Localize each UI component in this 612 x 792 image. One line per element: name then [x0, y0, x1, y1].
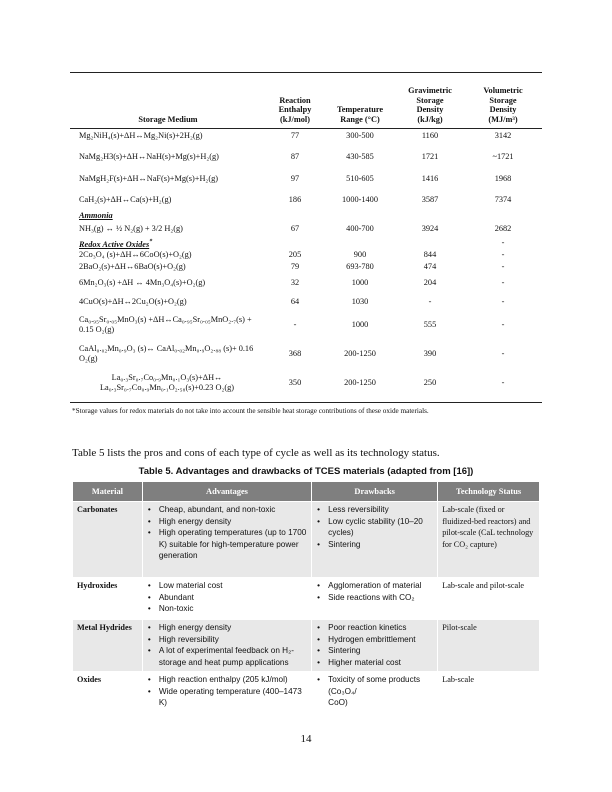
header-advantages: Advantages	[142, 482, 311, 502]
list-item: • Side reactions with CO₂	[326, 592, 433, 604]
table-row: Carbonates • Cheap, abundant, and non-toxic • High energy density • High operating temperatures (up to 1700 K) suitable for high-temperature power generation • Less reversibility • Low cyclic stability (10–20 cycles) • Sintering Lab-scale (fixed or fluidized-bed reactors) and pilot-scale (CaL technology for CO₂ capture)	[73, 502, 540, 578]
list-item: • Toxicity of some products (Co₃O₄/ CoO)	[326, 674, 433, 709]
table5-caption: Table 5. Advantages and drawbacks of TCES materials (adapted from [16])	[138, 466, 474, 477]
list-item: • Hydrogen embrittlement	[326, 634, 433, 646]
header-drawbacks: Drawbacks	[312, 482, 438, 502]
table-row: Metal Hydrides • High energy density • High reversibility • A lot of experimental feedback on H₂-storage and heat pump applications • Poor reaction kinetics • Hydrogen embrittlement • Sintering • Higher material cost Pilot-scale	[73, 620, 540, 672]
tces-materials-table	[72, 481, 540, 714]
header-reaction-enthalpy: Reaction Enthalpy (kJ/mol)	[278, 95, 312, 124]
list-item: • Abundant	[157, 592, 307, 604]
storage-media-table	[70, 72, 542, 397]
table-row: CaH₂(s)+ΔH↔Ca(s)+H₂(g) 186 1000-1400 3587 7374	[79, 195, 512, 204]
table-row: NaMgH₂F(s)+ΔH↔NaF(s)+Mg(s)+H₂(g) 97 510-605 1416 1968	[79, 174, 512, 183]
list-item: • Higher material cost	[326, 657, 433, 669]
list-item: • High energy density	[157, 622, 307, 634]
table-bottom-rule	[70, 402, 542, 403]
table-row: La₀.₃Sr₀.₇Co₀.₉Mn₀.₁O₃(s)+ΔH↔ La₀.₃Sr₀.₇Co₀.₉Mn₀.₁O₂.₅₈(s)+0.23 O₂(g) 350 200-1250 250 -	[99, 372, 505, 392]
header-storage-medium: Storage Medium	[138, 114, 198, 124]
table-row: Ca₀.₉₅Sr₀.₀₅MnO₃(s) +ΔH↔Ca₀.₉₅Sr₀.₀₅MnO₂.₇(s) + 0.15 O₂(g) - 1000 555 -	[79, 314, 505, 334]
table-row: CaAl₀.₀₂Mn₀.₉O₃ (s)↔ CaAl₀.₀₂Mn₀.₉O₂.₈₈ (s)+ 0.16 O₂(g) 368 200-1250 390 -	[79, 343, 505, 363]
body-paragraph: Table 5 lists the pros and cons of each type of cycle as well as its technology status.	[72, 447, 440, 459]
list-item: • Wide operating temperature (400–1473 K)	[157, 686, 307, 709]
table-header-row	[70, 72, 542, 126]
table-row: 2BaO₂(s)+ΔH↔6BaO(s)+O₂(g) 79 693-780 474 -	[79, 262, 505, 272]
table-row: 6Mn₂O₃(s) +ΔH ↔ 4Mn₃O₄(s)+O₂(g) 32 1000 204 -	[79, 278, 505, 288]
section-ammonia: Ammonia	[79, 210, 113, 220]
header-technology-status: Technology Status	[438, 482, 540, 502]
list-item: • Less reversibility	[326, 504, 433, 516]
list-item: • High operating temperatures (up to 1700 K) suitable for high-temperature power generation	[157, 527, 307, 562]
list-item: • Agglomeration of material	[326, 580, 433, 592]
table-row: Hydroxides • Low material cost • Abundant • Non-toxic • Agglomeration of material • Side reactions with CO₂ Lab-scale and pilot-scale	[73, 578, 540, 620]
list-item: • A lot of experimental feedback on H₂-storage and heat pump applications	[157, 645, 307, 668]
list-item: • High energy density	[157, 516, 307, 528]
table-row: NH₃(g) ↔ ½ N₂(g) + 3/2 H₂(g) 67 400-700 3924 2682	[79, 224, 512, 233]
header-temperature-range: Temperature Range (°C)	[336, 105, 384, 124]
list-item: • High reaction enthalpy (205 kJ/mol)	[157, 674, 307, 686]
header-material: Material	[73, 482, 143, 502]
table-row: 2Co₃O₄ (s)+ΔH↔6CoO(s)+O₂(g) 205 900 844 -	[79, 250, 505, 260]
header-volumetric-density: Volumetric Storage Density (MJ/m³)	[483, 86, 523, 124]
table-row: NaMg₂H3(s)+ΔH↔NaH(s)+Mg(s)+H₂(g) 87 430-585 1721 ~1721	[79, 152, 514, 161]
list-item: • Sintering	[326, 645, 433, 657]
table5-header-row	[73, 482, 540, 502]
table-row: Oxides • High reaction enthalpy (205 kJ/mol) • Wide operating temperature (400–1473 K) • Toxicity of some products (Co₃O₄/ CoO) Lab-scale	[73, 672, 540, 714]
table-row: Mg₂NiH₄(s)+ΔH↔Mg₂Ni(s)+2H₂(g) 77 300-500 1160 3142	[79, 131, 512, 140]
header-gravimetric-density: Gravimetric Storage Density (kJ/kg)	[408, 86, 452, 124]
section-redox-oxides: Redox Active Oxides* -	[79, 238, 505, 249]
list-item: • Low material cost	[157, 580, 307, 592]
list-item: • High reversibility	[157, 634, 307, 646]
list-item: • Poor reaction kinetics	[326, 622, 433, 634]
page-number: 14	[300, 733, 312, 745]
list-item: • Low cyclic stability (10–20 cycles)	[326, 516, 433, 539]
table-row: 4CuO(s)+ΔH↔2Cu₂O(s)+O₂(g) 64 1030 - -	[79, 296, 505, 306]
list-item: • Cheap, abundant, and non-toxic	[157, 504, 307, 516]
list-item: • Sintering	[326, 539, 433, 551]
table-footnote: *Storage values for redox materials do not take into account the sensible heat storage contributions of these oxide materials.	[72, 407, 429, 415]
list-item: • Non-toxic	[157, 603, 307, 615]
